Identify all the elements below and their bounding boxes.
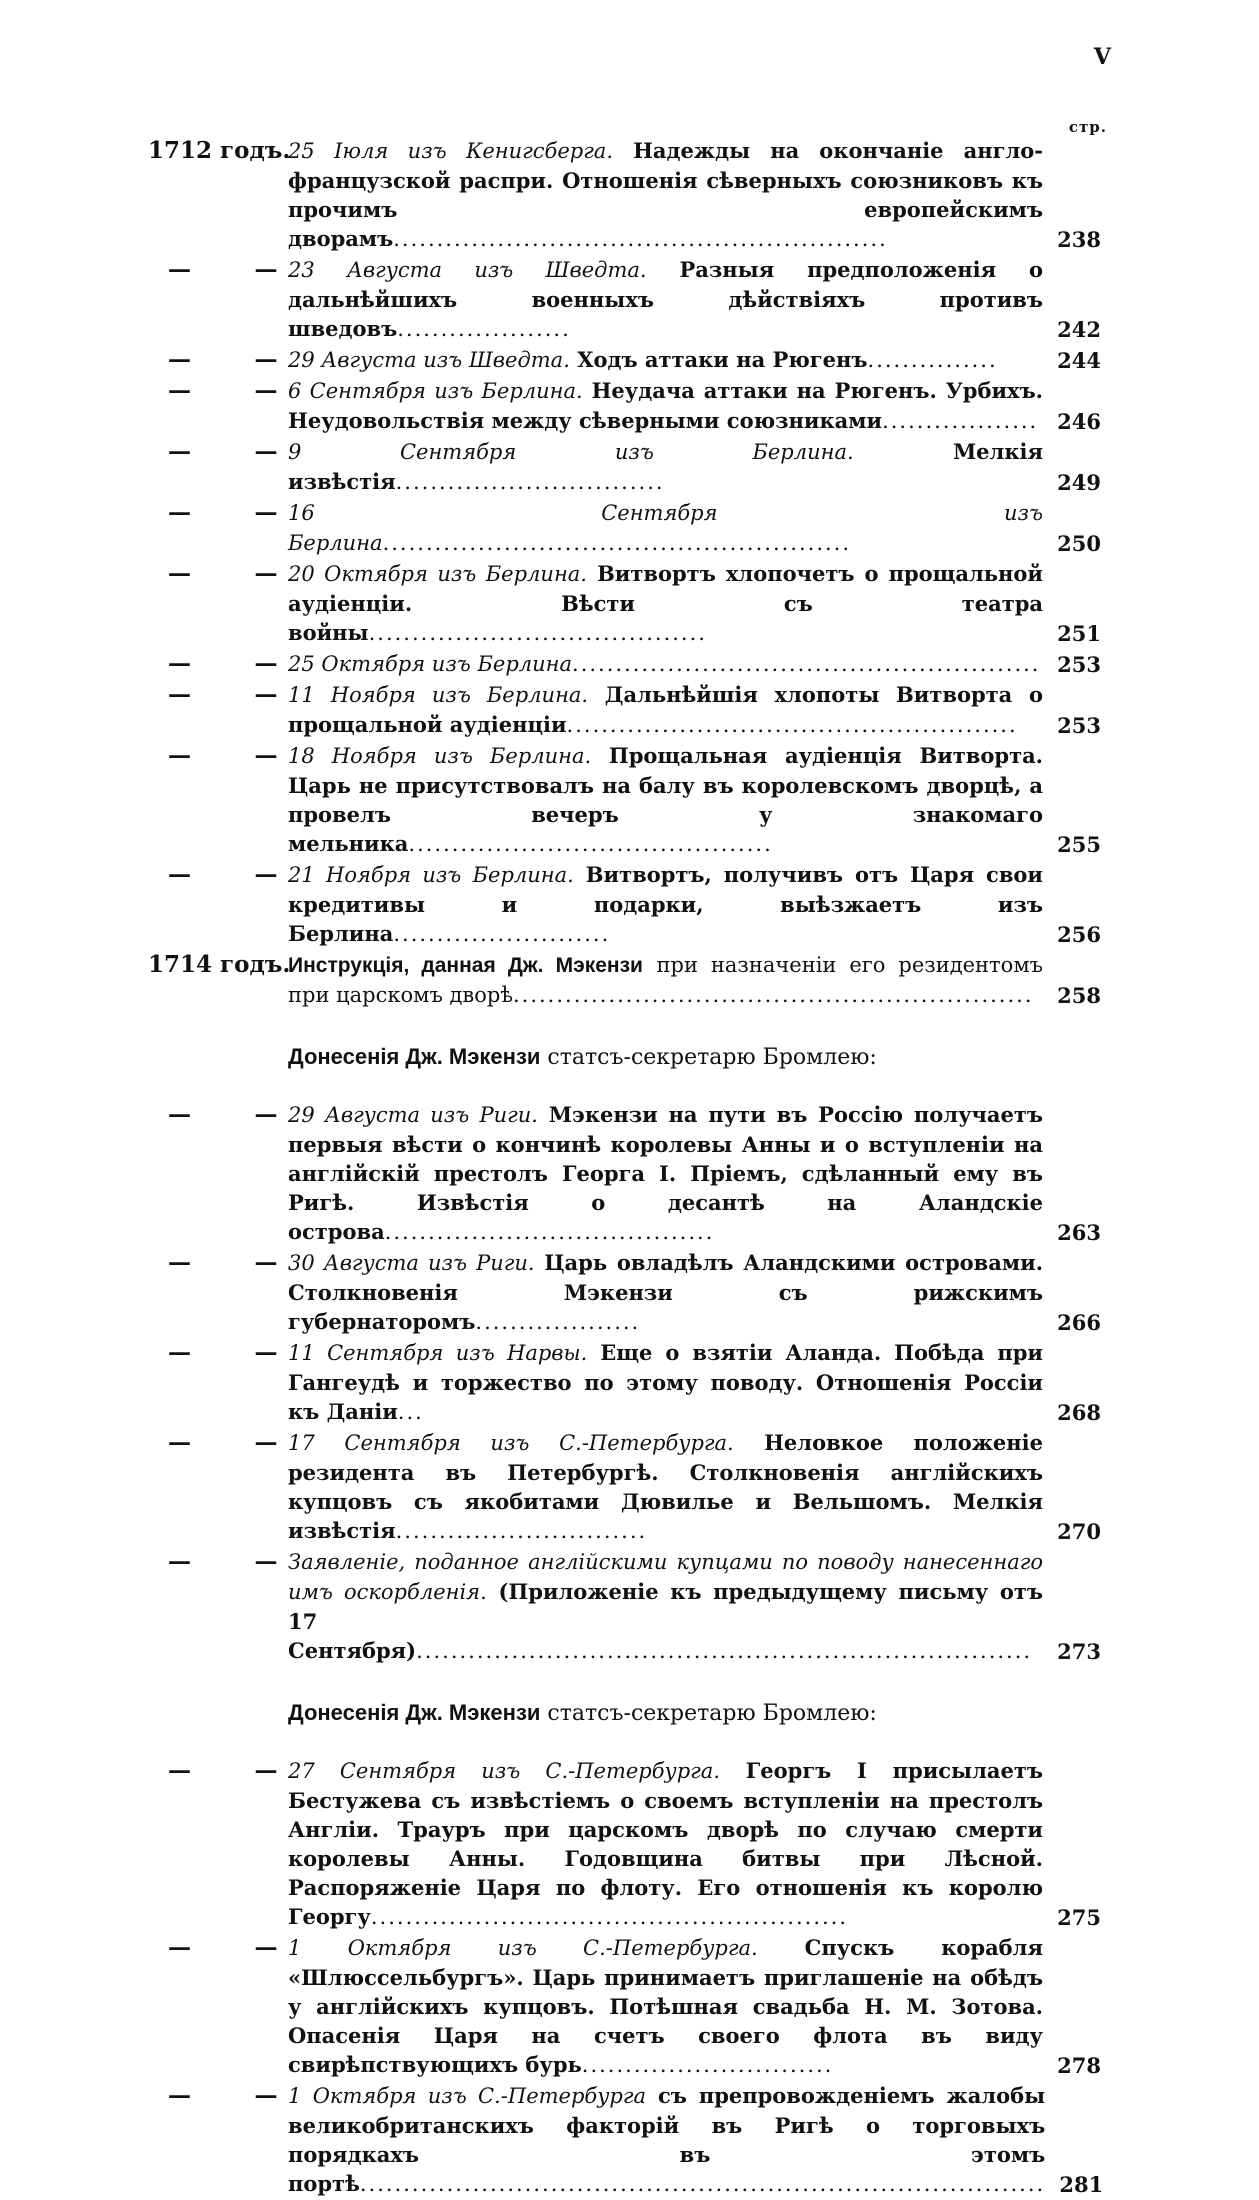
entry-ditto: [148, 1756, 288, 1785]
entry-description: Витвортъ хлопочетъ о прощальной аудіенціи. Вѣсти съ театра войны: [288, 561, 1043, 645]
entry-description: Разныя предположенія о дальнѣйшихъ военныхъ дѣйствіяхъ противъ шведовъ: [288, 257, 1043, 341]
ditto-dash: —: [254, 1339, 278, 1366]
entry-date: Заявленіе, поданное англійскими купцами по поводу нанесеннаго имъ оскорбленія.: [288, 1550, 1043, 1604]
entry-text: [288, 741, 1053, 859]
ditto-dash: —: [168, 1934, 191, 1961]
toc-entry: [148, 2081, 1104, 2199]
entry-ditto: [148, 860, 288, 889]
entry-page: 268: [1057, 1400, 1101, 1425]
entry-page: 281: [1059, 2172, 1104, 2197]
ditto-dash: —: [168, 377, 191, 404]
entry-ditto: [148, 2081, 288, 2110]
entry-text: [288, 2081, 1055, 2199]
entry-page: 242: [1057, 317, 1101, 342]
ditto-dash: —: [168, 499, 191, 526]
entry-text: [288, 1338, 1053, 1427]
entry-date: 11 Сентября изъ Нарвы.: [288, 1341, 588, 1365]
toc-entry: [148, 1933, 1101, 2080]
entry-page: 244: [1057, 348, 1101, 373]
entry-page: 246: [1057, 409, 1101, 434]
toc-entry: [148, 255, 1101, 344]
entry-description: при назначеніи его резидентомъ при царскомъ дворѣ: [288, 953, 1044, 1007]
toc-entry: [148, 860, 1101, 949]
entry-page: 263: [1057, 1220, 1101, 1245]
entry-text: [288, 1248, 1053, 1337]
entry-text: [288, 860, 1053, 949]
entry-date: 27 Сентября изъ С.-Петербурга.: [288, 1759, 720, 1783]
entry-page: 250: [1057, 531, 1101, 556]
ditto-dash: —: [254, 346, 278, 373]
entry-date: 11 Ноября изъ Берлина.: [288, 683, 589, 707]
leader-dots: ...............................................................................: [359, 2172, 1046, 2196]
heading-normal: статсъ-секретарю Бромлею:: [547, 1701, 877, 1726]
entry-ditto: [148, 680, 288, 709]
ditto-dash: —: [168, 650, 191, 677]
ditto-dash: —: [254, 681, 278, 708]
entry-page: 253: [1057, 652, 1101, 677]
entry-description: Мэкензи на пути въ Россію получаетъ первыя вѣсти о кончинѣ королевы Анны и о вступленіи на англійскій престолъ Георга I. Пріемъ, сдѣланный ему въ Ригѣ. Извѣстія о десантѣ на Аландскіе острова: [288, 1102, 1044, 1244]
entry-date: 6 Сентября изъ Берлина.: [288, 379, 583, 403]
ditto-dash: —: [254, 1934, 278, 1961]
entry-description: Дальнѣйшія хлопоты Витворта о прощальной аудіенціи: [288, 682, 1043, 737]
toc-entry: [148, 1428, 1101, 1546]
leader-dots: .............................: [395, 1519, 648, 1543]
ditto-dash: —: [254, 742, 278, 769]
leader-dots: ...: [397, 1400, 424, 1424]
entry-page: 275: [1057, 1905, 1101, 1930]
entry-text: [288, 680, 1053, 740]
entry-description: Ходъ аттаки на Рюгенъ: [577, 347, 868, 372]
entry-page: 251: [1057, 621, 1101, 646]
ditto-dash: —: [254, 1429, 278, 1456]
entry-date: 18 Ноября изъ Берлина.: [288, 744, 592, 768]
entry-ditto: [148, 437, 288, 466]
entry-text: [288, 437, 1053, 497]
ditto-dash: —: [168, 346, 191, 373]
entry-page: 270: [1057, 1519, 1101, 1544]
ditto-dash: —: [168, 1339, 191, 1366]
toc-entry: [148, 1248, 1101, 1337]
ditto-dash: —: [254, 1101, 278, 1128]
toc-entry: [148, 376, 1101, 436]
leader-dots: .............................: [581, 2053, 834, 2077]
entry-text: [288, 1428, 1053, 1546]
entry-date: 9 Сентября изъ Берлина.: [288, 440, 854, 464]
section-heading: [148, 1700, 1101, 1726]
entry-description: Еще о взятіи Аланда. Побѣда при Гангеудѣ и торжество по этому поводу. Отношенія Россіи къ Даніи: [288, 1340, 1044, 1424]
heading-bold: Донесенія Дж. Мэкензи: [288, 1700, 541, 1725]
entry-page: 273: [1057, 1639, 1101, 1664]
leader-dots: .......................................................: [370, 1905, 849, 1929]
ditto-dash: —: [168, 438, 191, 465]
entry-text: [288, 136, 1053, 254]
leader-dots: ....................: [397, 317, 571, 341]
entry-description: Витвортъ, получивъ отъ Царя свои кредитивы и подарки, выѣзжаетъ изъ Берлина: [288, 862, 1043, 946]
leader-dots: ......................................................: [382, 531, 852, 555]
ditto-dash: —: [254, 499, 278, 526]
entry-description: Мелкія извѣстія: [288, 439, 1044, 494]
entry-text: [288, 1933, 1053, 2080]
entry-text: [288, 345, 1053, 375]
leader-dots: .........................................................: [393, 227, 888, 251]
ditto-dash: —: [168, 1548, 191, 1575]
ditto-dash: —: [254, 2082, 278, 2109]
entry-description: Надежды на окончаніе англо-французской распри. Отношенія сѣверныхъ союзниковъ къ прочимъ европейскимъ дворамъ: [288, 138, 1043, 251]
leader-dots: ...................: [475, 1310, 641, 1334]
entry-text: [288, 1756, 1053, 1932]
entry-ditto: [148, 255, 288, 284]
leader-dots: .......................................: [368, 621, 707, 645]
entry-date: 25 Іюля изъ Кенигсберга.: [288, 139, 613, 163]
toc-entry: [148, 498, 1101, 558]
entry-description: Спускъ корабля «Шлюссельбургъ». Царь принимаетъ приглашеніе на обѣдъ у англійскихъ купцовъ. Потѣшная свадьба Н. М. Зотова. Опасенія Царя на счетъ своего флота въ виду свирѣпствующихъ бурь: [288, 1935, 1043, 2077]
entry-date: 20 Октября изъ Берлина.: [288, 562, 587, 586]
toc-entry: [148, 1756, 1101, 1932]
entry-description: Царь овладѣлъ Аландскими островами. Столкновенія Мэкензи съ рижскимъ губернаторомъ: [288, 1250, 1044, 1334]
leader-dots: ...............................: [395, 470, 665, 494]
entry-year: 1714 годъ.: [148, 951, 291, 978]
page-number: V: [1093, 44, 1111, 70]
entry-text: [288, 649, 1053, 679]
entry-page: 249: [1057, 470, 1101, 495]
toc-entry: [148, 136, 1101, 254]
toc-entry: [148, 559, 1101, 648]
ditto-dash: —: [168, 560, 191, 587]
entry-date: 16 Сентября изъ Берлина: [288, 501, 1043, 555]
entry-ditto: [148, 649, 288, 678]
entry-ditto: [148, 498, 288, 527]
leader-dots: ....................................................: [566, 713, 1018, 737]
entry-date: 21 Ноября изъ Берлина.: [288, 863, 574, 887]
entry-date: 17 Сентября изъ С.-Петербурга.: [288, 1431, 734, 1455]
entry-page: 278: [1057, 2053, 1101, 2078]
entry-ditto: [148, 1428, 288, 1457]
page-column-label: стр.: [1068, 118, 1107, 136]
heading-bold: Донесенія Дж. Мэкензи: [288, 1044, 541, 1069]
ditto-dash: —: [168, 681, 191, 708]
entry-ditto: [148, 1248, 288, 1277]
entry-ditto: [148, 376, 288, 405]
ditto-dash: —: [168, 1757, 191, 1784]
ditto-dash: —: [254, 861, 278, 888]
ditto-dash: —: [254, 650, 278, 677]
entry-text: [288, 1547, 1053, 1666]
ditto-dash: —: [168, 1249, 191, 1276]
ditto-dash: —: [168, 1101, 191, 1128]
entry-date: 29 Августа изъ Риги.: [288, 1103, 538, 1127]
entry-description: Прощальная аудіенція Витворта. Царь не присутствовалъ на балу въ королевскомъ дворцѣ, а провелъ вечеръ у знакомаго мельника: [288, 743, 1043, 856]
toc-entry: [148, 1547, 1101, 1666]
entry-ditto: [148, 741, 288, 770]
entry-date: 25 Октября изъ Берлина: [288, 652, 573, 676]
ditto-dash: —: [254, 1548, 278, 1575]
ditto-dash: —: [168, 256, 191, 283]
entry-description: Неловкое положеніе резидента въ Петербургѣ. Столкновенія англійскихъ купцовъ съ якобитами Дювилье и Вельшомъ. Мелкія извѣстія: [288, 1430, 1044, 1543]
leader-dots: ......................................: [384, 1220, 715, 1244]
leader-dots: .........................: [393, 922, 611, 946]
entry-date: 1 Октября изъ С.-Петербурга: [288, 2084, 646, 2108]
entry-page: 256: [1057, 922, 1101, 947]
entry-date: 29 Августа изъ Шведта.: [288, 348, 570, 372]
entry-date: 23 Августа изъ Шведта.: [288, 258, 647, 282]
entry-bold-title: Инструкція, данная Дж. Мэкензи: [288, 954, 643, 977]
toc-entry: [148, 741, 1101, 859]
toc-entry: [148, 680, 1101, 740]
leader-dots: .......................................................................: [416, 1639, 1033, 1663]
entry-text: [288, 1100, 1053, 1247]
entry-date: 30 Августа изъ Риги.: [288, 1251, 535, 1275]
heading-normal: статсъ-секретарю Бромлею:: [547, 1045, 877, 1070]
ditto-dash: —: [254, 256, 278, 283]
entry-ditto: [148, 1933, 288, 1962]
entry-text: [288, 255, 1053, 344]
entry-text: [288, 376, 1053, 436]
toc-entry: [148, 345, 1101, 375]
leader-dots: ..................: [882, 409, 1039, 433]
toc-entry: [148, 950, 1101, 1010]
leader-dots: ............................................................: [512, 983, 1034, 1007]
entry-text: [288, 559, 1053, 648]
leader-dots: ..........................................: [408, 832, 773, 856]
entry-description: Неудача аттаки на Рюгенъ. Урбихъ. Неудовольствія между сѣверными союзниками: [288, 378, 1043, 433]
leader-dots: ...............: [867, 348, 998, 372]
entry-year: 1712 годъ.: [148, 137, 291, 164]
entry-page: 266: [1057, 1310, 1101, 1335]
ditto-dash: —: [168, 2082, 191, 2109]
leader-dots: ......................................................: [572, 652, 1041, 676]
toc-entry: [148, 649, 1101, 679]
entry-page: 253: [1057, 713, 1101, 738]
entry-ditto: [148, 1547, 288, 1576]
toc-entry: [148, 1100, 1101, 1247]
entry-text: [288, 498, 1053, 558]
entry-date: 1 Октября изъ С.-Петербурга.: [288, 1936, 758, 1960]
entry-page: 255: [1057, 832, 1101, 857]
ditto-dash: —: [254, 438, 278, 465]
table-of-contents: [148, 136, 1104, 2200]
ditto-dash: —: [168, 861, 191, 888]
entry-description: съ препровожденіемъ жалобы великобританскихъ факторій въ Ригѣ о торговыхъ порядкахъ въ этомъ портѣ: [288, 2083, 1046, 2196]
entry-page: 238: [1057, 227, 1101, 252]
entry-page: 258: [1057, 983, 1101, 1008]
toc-entry: [148, 1338, 1101, 1427]
entry-ditto: [148, 1338, 288, 1367]
entry-description: Георгъ I присылаетъ Бестужева съ извѣстіемъ о своемъ вступленіи на престолъ Англіи. Трауръ при царскомъ дворѣ по случаю смерти королевы Анны. Годовщина битвы при Лѣсной. Распоряженіе Царя по флоту. Его отношенія къ королю Георгу: [288, 1758, 1043, 1929]
ditto-dash: —: [254, 1757, 278, 1784]
toc-entry: [148, 437, 1101, 497]
entry-ditto: [148, 559, 288, 588]
ditto-dash: —: [254, 560, 278, 587]
ditto-dash: —: [168, 742, 191, 769]
entry-text: [288, 950, 1053, 1010]
ditto-dash: —: [254, 377, 278, 404]
entry-ditto: [148, 1100, 288, 1129]
section-heading: [148, 1044, 1101, 1070]
entry-description: (Приложеніе къ предыдущему письму отъ 17 Сентября): [288, 1579, 1043, 1663]
entry-ditto: [148, 345, 288, 374]
ditto-dash: —: [254, 1249, 278, 1276]
ditto-dash: —: [168, 1429, 191, 1456]
